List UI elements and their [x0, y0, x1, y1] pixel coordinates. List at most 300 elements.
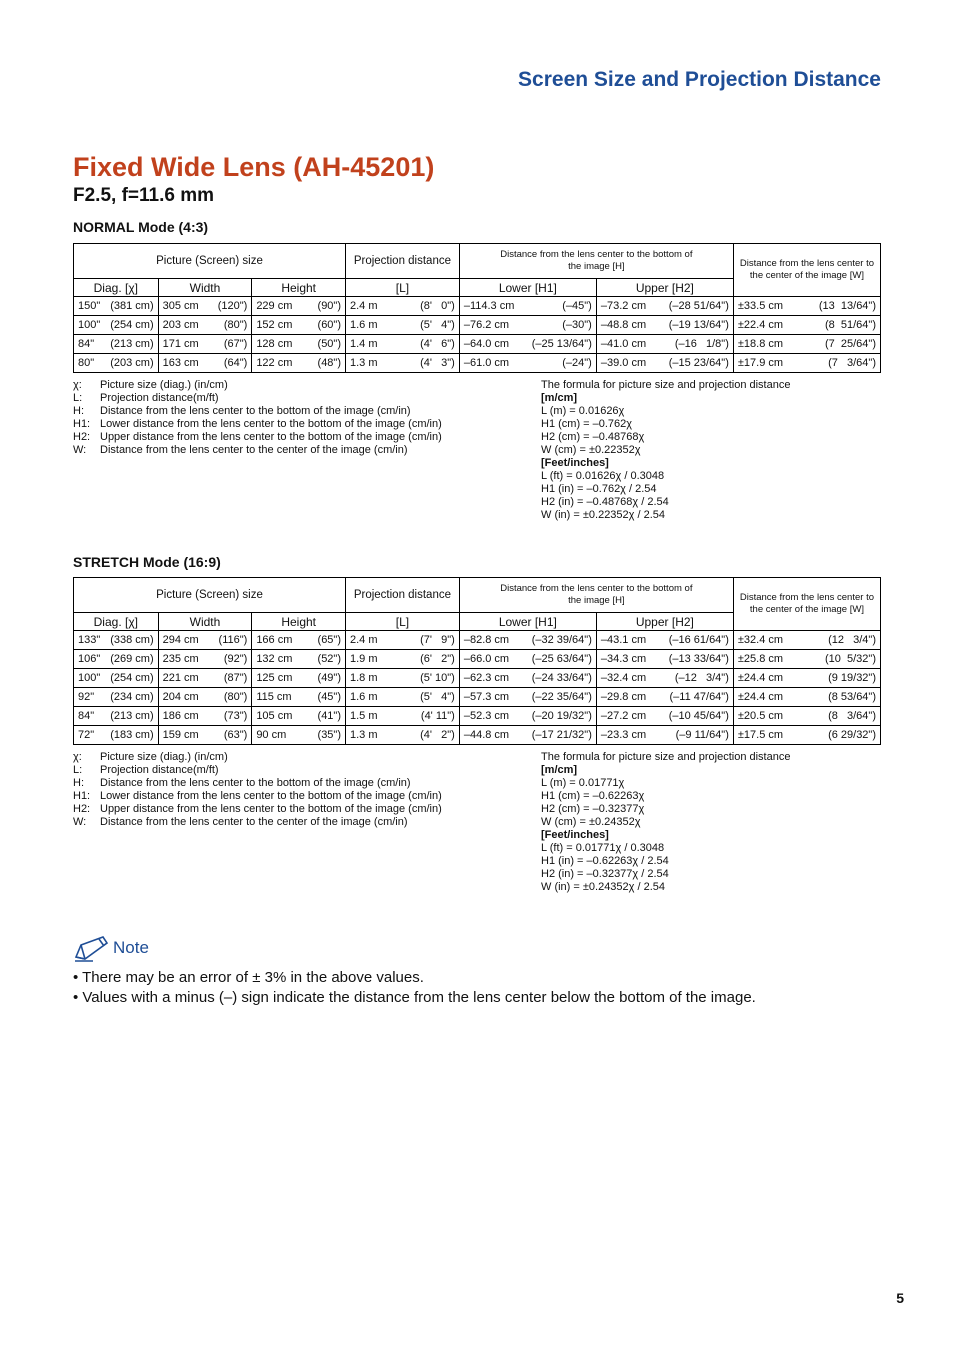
- legend-text: Lower distance from the lens center to the bottom of the image (cm/in): [100, 418, 442, 430]
- cell-pair: [256, 653, 341, 665]
- cell-imperial: (52"): [317, 653, 341, 665]
- cell-imperial: (–9 11/64"): [675, 729, 729, 741]
- table-cell: [252, 726, 346, 745]
- cell-value: 171 cm: [162, 338, 199, 350]
- cell-imperial: (381 cm): [110, 300, 154, 312]
- cell-pair: [464, 729, 592, 741]
- cell-value: 229 cm: [256, 300, 293, 312]
- table-cell: [252, 650, 346, 669]
- cell-value: 1.6 m: [350, 691, 378, 703]
- cell-pair: [256, 672, 341, 684]
- table-cell: [252, 316, 346, 335]
- cell-pair: [163, 710, 248, 722]
- cell-value: 122 cm: [256, 357, 293, 369]
- table-cell: [346, 297, 460, 316]
- col-upper: Upper [H2]: [596, 279, 733, 297]
- legend-item: [73, 392, 442, 405]
- cell-imperial: (–10 45/64"): [668, 710, 729, 722]
- cell-pair: [78, 710, 154, 722]
- formula-line: W (cm) = ±0.22352χ: [541, 444, 641, 456]
- note-label: Note: [113, 938, 149, 957]
- cell-pair: [163, 300, 248, 312]
- cell-value: ±33.5 cm: [737, 300, 784, 312]
- table-cell: [733, 316, 880, 335]
- cell-value: –41.0 cm: [600, 338, 647, 350]
- cell-imperial: (8' 0"): [420, 300, 455, 312]
- formula-line: W (in) = ±0.24352χ / 2.54: [541, 881, 666, 893]
- cell-imperial: (213 cm): [110, 710, 154, 722]
- table-cell: [596, 354, 733, 373]
- legend-text: Picture size (diag.) (in/cm): [100, 379, 228, 391]
- formula-line: W (in) = ±0.22352χ / 2.54: [541, 509, 666, 521]
- table-cell: [252, 669, 346, 688]
- cell-imperial: (35"): [317, 729, 341, 741]
- table-cell: [158, 631, 252, 650]
- cell-pair: [78, 653, 154, 665]
- col-height: Height: [252, 613, 346, 631]
- cell-value: 1.5 m: [350, 710, 378, 722]
- cell-value: –39.0 cm: [600, 357, 647, 369]
- table-cell: [74, 726, 159, 745]
- cell-value: 186 cm: [162, 710, 199, 722]
- cell-pair: [256, 691, 341, 703]
- table-cell: [74, 669, 159, 688]
- table-cell: [158, 707, 252, 726]
- cell-value: 294 cm: [162, 634, 199, 646]
- table-cell: [733, 297, 880, 316]
- cell-pair: [163, 653, 248, 665]
- cell-value: ±22.4 cm: [737, 319, 784, 331]
- table-cell: [346, 335, 460, 354]
- legend-text: Lower distance from the lens center to the bottom of the image (cm/in): [100, 790, 442, 802]
- formula-line: H1 (in) = –0.62263χ / 2.54: [541, 855, 669, 867]
- formula-line: L (ft) = 0.01626χ / 0.3048: [541, 470, 665, 482]
- cell-value: –76.2 cm: [463, 319, 510, 331]
- cell-value: ±24.4 cm: [737, 672, 784, 684]
- cell-imperial: (213 cm): [110, 338, 154, 350]
- col-picture-size: Picture (Screen) size: [74, 244, 346, 279]
- table-cell: [74, 707, 159, 726]
- formula-line: H2 (cm) = –0.48768χ: [541, 431, 645, 443]
- cell-pair: [163, 319, 248, 331]
- cell-value: 84": [78, 710, 95, 722]
- formula-unit-imperial: [Feet/inches]: [541, 829, 609, 841]
- table-cell: [733, 631, 880, 650]
- table-cell: [596, 335, 733, 354]
- cell-imperial: (6' 2"): [420, 653, 455, 665]
- legend-item: [73, 379, 442, 392]
- formula-line: H1 (cm) = –0.62263χ: [541, 790, 645, 802]
- cell-pair: [738, 300, 876, 312]
- table-cell: [158, 354, 252, 373]
- cell-pair: [601, 634, 729, 646]
- legend-key: χ:: [73, 751, 82, 763]
- cell-pair: [601, 710, 729, 722]
- cell-imperial: (7' 9"): [420, 634, 455, 646]
- legend-item: [73, 764, 442, 777]
- cell-imperial: (–19 13/64"): [668, 319, 729, 331]
- legend-item: [73, 816, 442, 829]
- table-cell: [459, 650, 596, 669]
- table-cell: [733, 669, 880, 688]
- cell-pair: [350, 710, 455, 722]
- lens-spec: F2.5, f=11.6 mm: [73, 185, 214, 206]
- cell-value: ±32.4 cm: [737, 634, 784, 646]
- cell-imperial: (–25 13/64"): [531, 338, 592, 350]
- cell-value: 115 cm: [256, 691, 292, 703]
- col-l: [L]: [346, 279, 460, 297]
- note-item: • Values with a minus (–) sign indicate the distance from the lens center below the bottom of the image.: [73, 989, 756, 1006]
- cell-pair: [256, 300, 341, 312]
- cell-pair: [350, 319, 455, 331]
- cell-imperial: (–15 23/64"): [668, 357, 729, 369]
- cell-value: 221 cm: [162, 672, 199, 684]
- cell-value: 90 cm: [256, 729, 287, 741]
- cell-value: –66.0 cm: [463, 653, 510, 665]
- cell-value: 133": [78, 634, 101, 646]
- table-cell: [158, 669, 252, 688]
- table-row: [74, 688, 881, 707]
- cell-value: 1.8 m: [350, 672, 378, 684]
- note-list: [73, 968, 756, 1008]
- cell-pair: [464, 338, 592, 350]
- cell-pair: [738, 338, 876, 350]
- formula-line: H1 (in) = –0.762χ / 2.54: [541, 483, 657, 495]
- legend-key: W:: [73, 444, 87, 456]
- cell-imperial: (–28 51/64"): [668, 300, 729, 312]
- table-cell: [459, 354, 596, 373]
- cell-value: 72": [78, 729, 95, 741]
- cell-imperial: (–11 47/64"): [669, 691, 729, 703]
- cell-pair: [738, 672, 876, 684]
- cell-pair: [256, 729, 341, 741]
- table-row: [74, 297, 881, 316]
- formula-line: L (m) = 0.01626χ: [541, 405, 625, 417]
- cell-value: 305 cm: [162, 300, 199, 312]
- col-distance-w: Distance from the lens center to the center of the image [W]: [733, 244, 880, 297]
- table-cell: [74, 688, 159, 707]
- cell-imperial: (67"): [223, 338, 248, 350]
- cell-pair: [350, 338, 455, 350]
- cell-value: 125 cm: [256, 672, 293, 684]
- cell-value: –64.0 cm: [463, 338, 510, 350]
- cell-imperial: (8 53/64"): [828, 691, 876, 703]
- cell-value: 80": [78, 357, 95, 369]
- cell-imperial: (63"): [223, 729, 248, 741]
- stretch-formula: [541, 751, 790, 894]
- cell-pair: [601, 653, 729, 665]
- cell-imperial: (7 3/64"): [828, 357, 876, 369]
- table-cell: [74, 316, 159, 335]
- cell-value: –23.3 cm: [600, 729, 647, 741]
- cell-imperial: (13 13/64"): [818, 300, 876, 312]
- cell-value: –44.8 cm: [463, 729, 510, 741]
- table-cell: [158, 726, 252, 745]
- cell-pair: [78, 672, 154, 684]
- cell-imperial: (8 3/64"): [828, 710, 876, 722]
- cell-pair: [738, 691, 876, 703]
- col-lower: Lower [H1]: [459, 279, 596, 297]
- cell-pair: [256, 357, 341, 369]
- cell-value: 2.4 m: [350, 300, 378, 312]
- table-cell: [346, 354, 460, 373]
- col-width: Width: [158, 613, 252, 631]
- cell-value: ±20.5 cm: [737, 710, 784, 722]
- table-cell: [74, 650, 159, 669]
- col-width: Width: [158, 279, 252, 297]
- cell-pair: [350, 653, 455, 665]
- cell-pair: [163, 338, 248, 350]
- cell-value: ±17.5 cm: [737, 729, 784, 741]
- legend-text: Upper distance from the lens center to the bottom of the image (cm/in): [100, 431, 442, 443]
- note-item: • There may be an error of ± 3% in the above values.: [73, 969, 424, 986]
- cell-pair: [163, 634, 248, 646]
- formula-line: W (cm) = ±0.24352χ: [541, 816, 641, 828]
- table-cell: [252, 631, 346, 650]
- table-cell: [733, 688, 880, 707]
- formula-line: H2 (in) = –0.48768χ / 2.54: [541, 496, 669, 508]
- cell-value: 1.9 m: [350, 653, 378, 665]
- table-cell: [158, 688, 252, 707]
- cell-value: –43.1 cm: [600, 634, 647, 646]
- cell-pair: [350, 634, 455, 646]
- formula-line: L (m) = 0.01771χ: [541, 777, 625, 789]
- legend-item: [73, 405, 442, 418]
- cell-imperial: (73"): [223, 710, 248, 722]
- table-cell: [733, 650, 880, 669]
- table-cell: [459, 707, 596, 726]
- cell-pair: [78, 338, 154, 350]
- table-cell: [596, 650, 733, 669]
- table-row: [74, 631, 881, 650]
- cell-pair: [350, 729, 455, 741]
- cell-imperial: (65"): [317, 634, 341, 646]
- cell-imperial: (4' 6"): [420, 338, 455, 350]
- legend-key: H1:: [73, 790, 91, 802]
- page-title: Fixed Wide Lens (AH-45201): [73, 152, 435, 182]
- table-cell: [346, 650, 460, 669]
- col-diag: Diag. [χ]: [74, 613, 159, 631]
- table-cell: [252, 707, 346, 726]
- cell-imperial: (49"): [317, 672, 341, 684]
- formula-unit-metric: [m/cm]: [541, 392, 578, 404]
- legend-key: H1:: [73, 418, 91, 430]
- cell-imperial: (64"): [223, 357, 248, 369]
- cell-imperial: (10 5/32"): [825, 653, 876, 665]
- cell-imperial: (92"): [223, 653, 248, 665]
- cell-value: ±18.8 cm: [737, 338, 784, 350]
- table-cell: [346, 688, 460, 707]
- cell-value: 2.4 m: [350, 634, 378, 646]
- cell-pair: [601, 338, 729, 350]
- cell-value: 150": [78, 300, 101, 312]
- cell-pair: [738, 357, 876, 369]
- cell-imperial: (–16 61/64"): [668, 634, 729, 646]
- cell-pair: [256, 319, 341, 331]
- col-height: Height: [252, 279, 346, 297]
- cell-imperial: (–12 3/4"): [674, 672, 729, 684]
- cell-pair: [464, 634, 592, 646]
- cell-pair: [464, 691, 592, 703]
- cell-imperial: (5' 4"): [420, 691, 455, 703]
- table-cell: [596, 669, 733, 688]
- legend-text: Distance from the lens center to the bottom of the image (cm/in): [100, 777, 411, 789]
- formula-line: L (ft) = 0.01771χ / 0.3048: [541, 842, 665, 854]
- cell-imperial: (80"): [223, 319, 248, 331]
- cell-pair: [601, 729, 729, 741]
- cell-pair: [738, 319, 876, 331]
- stretch-mode-table: [73, 577, 881, 745]
- table-cell: [252, 335, 346, 354]
- formula-title: The formula for picture size and projection distance: [541, 751, 791, 763]
- stretch-mode-title: STRETCH Mode (16:9): [73, 554, 221, 570]
- table-cell: [596, 726, 733, 745]
- col-distance-w: Distance from the lens center to the center of the image [W]: [733, 578, 880, 631]
- table-row: [74, 669, 881, 688]
- cell-imperial: (80"): [223, 691, 248, 703]
- legend-key: H:: [73, 405, 84, 417]
- note-header: [73, 933, 149, 963]
- cell-imperial: (–20 19/32"): [531, 710, 592, 722]
- cell-pair: [464, 357, 592, 369]
- cell-pair: [464, 319, 592, 331]
- cell-value: 128 cm: [256, 338, 293, 350]
- normal-legend: [73, 379, 442, 457]
- table-cell: [733, 335, 880, 354]
- table-cell: [596, 297, 733, 316]
- cell-pair: [78, 357, 154, 369]
- cell-imperial: (45"): [317, 691, 341, 703]
- cell-imperial: (8 51/64"): [825, 319, 876, 331]
- cell-value: 84": [78, 338, 95, 350]
- cell-imperial: (5' 4"): [420, 319, 455, 331]
- cell-imperial: (4' 2"): [420, 729, 455, 741]
- cell-pair: [163, 691, 248, 703]
- cell-pair: [464, 653, 592, 665]
- cell-value: ±24.4 cm: [737, 691, 784, 703]
- table-cell: [596, 688, 733, 707]
- cell-pair: [78, 319, 154, 331]
- cell-imperial: (254 cm): [110, 672, 154, 684]
- formula-title: The formula for picture size and projection distance: [541, 379, 791, 391]
- cell-pair: [464, 672, 592, 684]
- cell-value: –34.3 cm: [600, 653, 647, 665]
- cell-pair: [350, 672, 455, 684]
- legend-item: [73, 790, 442, 803]
- legend-text: Distance from the lens center to the center of the image (cm/in): [100, 816, 408, 828]
- table-cell: [459, 316, 596, 335]
- cell-value: –73.2 cm: [600, 300, 647, 312]
- cell-value: 204 cm: [162, 691, 199, 703]
- cell-pair: [601, 672, 729, 684]
- cell-imperial: (–30"): [562, 319, 592, 331]
- legend-key: L:: [73, 764, 83, 776]
- cell-pair: [738, 729, 876, 741]
- legend-key: H2:: [73, 431, 91, 443]
- cell-imperial: (41"): [317, 710, 341, 722]
- cell-imperial: (120"): [217, 300, 248, 312]
- cell-value: –114.3 cm: [463, 300, 515, 312]
- col-distance-h: Distance from the lens center to the bottom of the image [H]: [459, 244, 733, 279]
- table-row: [74, 650, 881, 669]
- cell-imperial: (50"): [317, 338, 341, 350]
- cell-imperial: (–17 21/32"): [531, 729, 592, 741]
- table-cell: [596, 707, 733, 726]
- table-cell: [459, 669, 596, 688]
- cell-value: 152 cm: [256, 319, 293, 331]
- cell-pair: [738, 710, 876, 722]
- cell-imperial: (4' 3"): [420, 357, 455, 369]
- legend-text: Projection distance(m/ft): [100, 764, 219, 776]
- table-row: [74, 726, 881, 745]
- cell-pair: [350, 300, 455, 312]
- col-picture-size: Picture (Screen) size: [74, 578, 346, 613]
- cell-imperial: (9 19/32"): [828, 672, 876, 684]
- cell-pair: [163, 672, 248, 684]
- table-cell: [74, 631, 159, 650]
- col-upper: Upper [H2]: [596, 613, 733, 631]
- cell-value: ±25.8 cm: [737, 653, 784, 665]
- table-cell: [346, 726, 460, 745]
- cell-imperial: (87"): [223, 672, 248, 684]
- cell-pair: [78, 729, 154, 741]
- table-cell: [459, 726, 596, 745]
- col-diag: Diag. [χ]: [74, 279, 159, 297]
- table-cell: [459, 631, 596, 650]
- table-cell: [596, 316, 733, 335]
- cell-pair: [738, 653, 876, 665]
- cell-imperial: (–25 63/64"): [531, 653, 592, 665]
- cell-value: –29.8 cm: [600, 691, 647, 703]
- legend-text: Distance from the lens center to the bottom of the image (cm/in): [100, 405, 411, 417]
- legend-item: [73, 444, 442, 457]
- cell-value: 132 cm: [256, 653, 293, 665]
- legend-key: H2:: [73, 803, 91, 815]
- cell-imperial: (90"): [317, 300, 341, 312]
- cell-value: 106": [78, 653, 101, 665]
- formula-line: H2 (cm) = –0.32377χ: [541, 803, 645, 815]
- legend-item: [73, 803, 442, 816]
- table-cell: [733, 354, 880, 373]
- legend-key: χ:: [73, 379, 82, 391]
- cell-value: –52.3 cm: [463, 710, 510, 722]
- normal-formula: [541, 379, 790, 522]
- cell-value: –62.3 cm: [463, 672, 510, 684]
- table-cell: [346, 669, 460, 688]
- cell-value: 163 cm: [162, 357, 199, 369]
- col-lower: Lower [H1]: [459, 613, 596, 631]
- table-row: [74, 335, 881, 354]
- cell-value: –82.8 cm: [463, 634, 510, 646]
- cell-imperial: (–24 33/64"): [531, 672, 592, 684]
- cell-value: 1.6 m: [350, 319, 378, 331]
- table-cell: [252, 688, 346, 707]
- cell-imperial: (6 29/32"): [828, 729, 876, 741]
- cell-imperial: (–13 33/64"): [668, 653, 729, 665]
- cell-imperial: (–32 39/64"): [531, 634, 592, 646]
- cell-pair: [78, 300, 154, 312]
- table-cell: [252, 354, 346, 373]
- pencil-icon: [73, 933, 111, 963]
- cell-pair: [256, 338, 341, 350]
- cell-imperial: (4' 11"): [420, 710, 455, 722]
- cell-value: 159 cm: [162, 729, 199, 741]
- cell-pair: [601, 357, 729, 369]
- normal-mode-table: [73, 243, 881, 373]
- table-cell: [733, 726, 880, 745]
- cell-value: –27.2 cm: [600, 710, 647, 722]
- cell-value: 100": [78, 672, 101, 684]
